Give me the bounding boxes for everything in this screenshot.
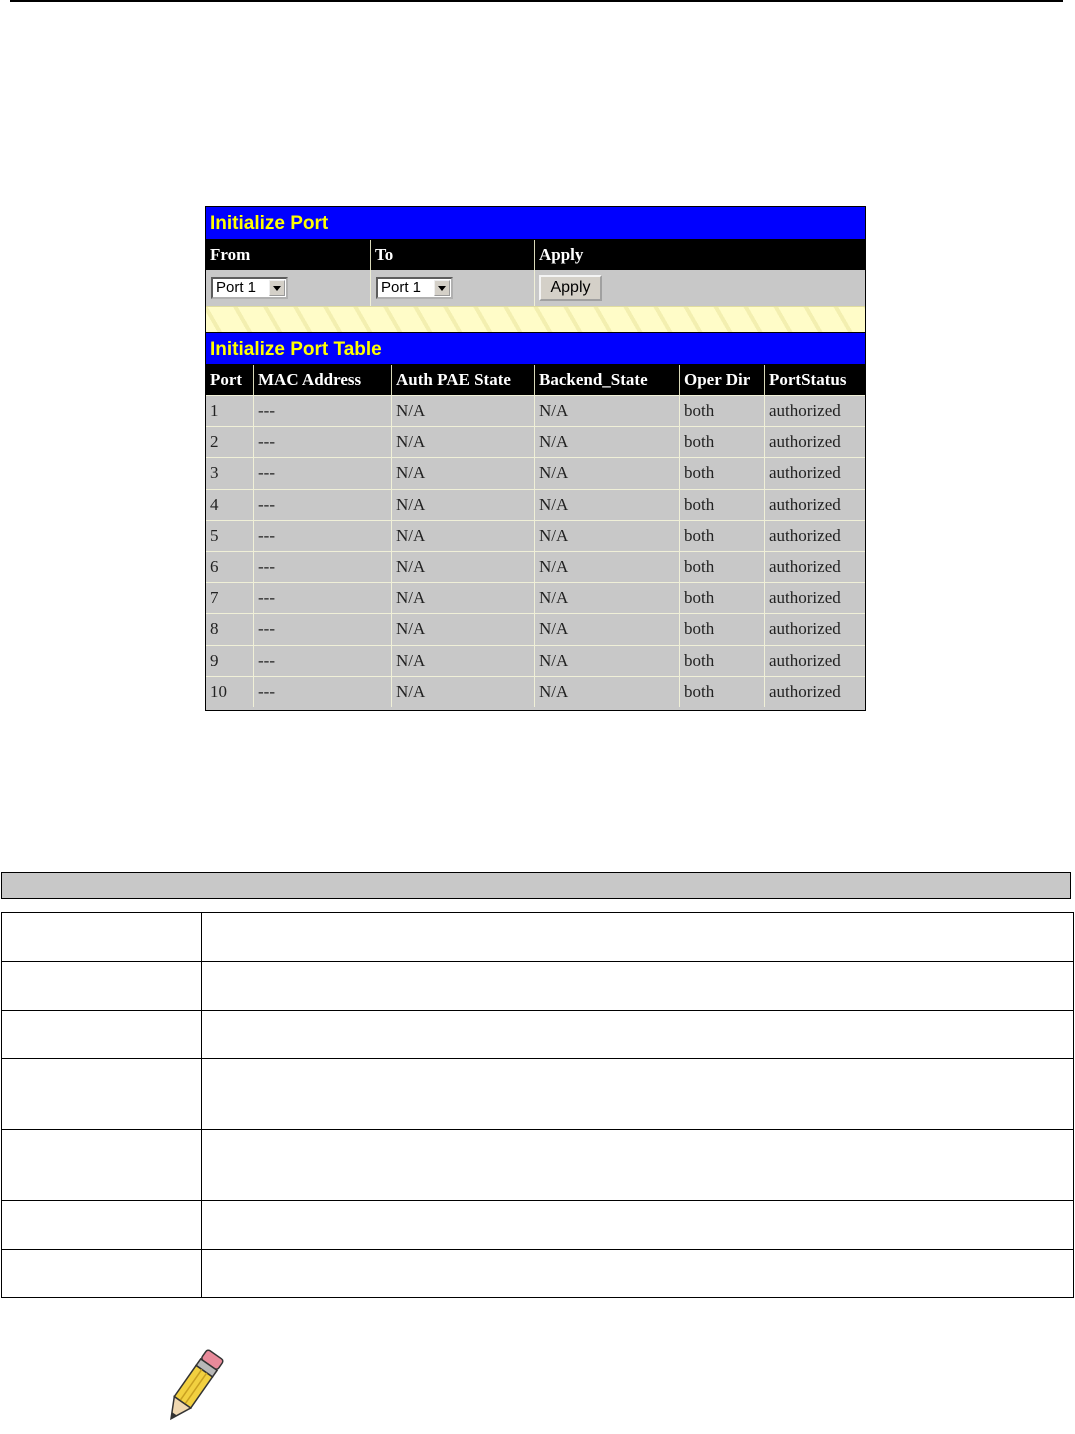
from-cell <box>206 270 371 306</box>
port-cell: 2 <box>206 427 254 457</box>
oper-dir-cell: both <box>680 677 765 707</box>
to-header: To <box>371 240 535 270</box>
auth-pae-state-cell: N/A <box>392 614 535 644</box>
port-cell: 1 <box>206 396 254 426</box>
description-row <box>2 1130 1074 1201</box>
port-status-cell: authorized <box>769 432 841 452</box>
description-row <box>2 1201 1074 1250</box>
apply-button[interactable]: Apply <box>539 275 602 301</box>
apply-cell <box>535 270 865 306</box>
table-row <box>206 520 865 551</box>
to-port-select-value: Port 1 <box>381 279 422 296</box>
table-row <box>206 645 865 676</box>
auth-pae-state-cell: N/A <box>392 490 535 520</box>
auth-pae-state-cell: N/A <box>392 427 535 457</box>
backend-state-cell: N/A <box>535 521 680 551</box>
oper-dir-cell: both <box>680 552 765 582</box>
table-row <box>206 582 865 613</box>
col-port-header: Port <box>206 365 254 395</box>
col-oper-dir-header: Oper Dir <box>680 365 765 395</box>
initialize-port-title: Initialize Port <box>206 207 865 240</box>
port-status-cell: authorized <box>769 494 841 514</box>
oper-dir-cell: both <box>680 396 765 426</box>
table-row <box>206 676 865 707</box>
mac-address-cell: --- <box>254 521 392 551</box>
backend-state-cell: N/A <box>535 490 680 520</box>
to-port-select[interactable] <box>376 277 453 299</box>
to-cell <box>371 270 535 306</box>
port-status-cell: authorized <box>769 650 841 670</box>
description-table <box>1 912 1074 1298</box>
table-row <box>206 457 865 488</box>
table-body <box>206 395 865 707</box>
oper-dir-cell: both <box>680 614 765 644</box>
table-header-row <box>206 365 865 395</box>
description-table-header <box>1 872 1071 899</box>
port-status-cell: authorized <box>769 619 841 639</box>
description-row <box>2 962 1074 1011</box>
mac-address-cell: --- <box>254 490 392 520</box>
backend-state-cell: N/A <box>535 677 680 707</box>
backend-state-cell: N/A <box>535 583 680 613</box>
top-rule <box>10 0 1063 2</box>
chevron-down-icon[interactable] <box>269 280 285 296</box>
apply-header: Apply <box>539 245 584 264</box>
table-row <box>206 395 865 426</box>
from-port-select-value: Port 1 <box>216 279 257 296</box>
oper-dir-cell: both <box>680 646 765 676</box>
table-row <box>206 489 865 520</box>
description-row <box>2 913 1074 962</box>
port-status-cell: authorized <box>769 463 841 483</box>
table-row <box>206 426 865 457</box>
auth-pae-state-cell: N/A <box>392 521 535 551</box>
chevron-down-icon[interactable] <box>434 280 450 296</box>
port-cell: 10 <box>206 677 254 707</box>
port-cell: 9 <box>206 646 254 676</box>
backend-state-cell: N/A <box>535 396 680 426</box>
oper-dir-cell: both <box>680 458 765 488</box>
auth-pae-state-cell: N/A <box>392 552 535 582</box>
initialize-port-form-row <box>206 270 865 306</box>
mac-address-cell: --- <box>254 677 392 707</box>
table-row <box>206 613 865 644</box>
port-cell: 6 <box>206 552 254 582</box>
port-cell: 4 <box>206 490 254 520</box>
from-header: From <box>206 240 371 270</box>
port-status-cell: authorized <box>769 556 841 576</box>
mac-address-cell: --- <box>254 583 392 613</box>
mac-address-cell: --- <box>254 614 392 644</box>
auth-pae-state-cell: N/A <box>392 583 535 613</box>
auth-pae-state-cell: N/A <box>392 677 535 707</box>
mac-address-cell: --- <box>254 427 392 457</box>
backend-state-cell: N/A <box>535 552 680 582</box>
description-row <box>2 1059 1074 1130</box>
backend-state-cell: N/A <box>535 458 680 488</box>
oper-dir-cell: both <box>680 583 765 613</box>
decorative-band <box>206 306 865 332</box>
oper-dir-cell: both <box>680 427 765 457</box>
initialize-port-header-row <box>206 240 865 270</box>
initialize-port-table-title: Initialize Port Table <box>206 332 865 365</box>
port-status-cell: authorized <box>769 681 841 701</box>
pencil-note-icon <box>155 1345 230 1430</box>
mac-address-cell: --- <box>254 458 392 488</box>
backend-state-cell: N/A <box>535 427 680 457</box>
description-row <box>2 1250 1074 1298</box>
backend-state-cell: N/A <box>535 614 680 644</box>
auth-pae-state-cell: N/A <box>392 646 535 676</box>
col-port-status-header: PortStatus <box>769 370 847 389</box>
table-row <box>206 551 865 582</box>
port-cell: 3 <box>206 458 254 488</box>
description-row <box>2 1011 1074 1059</box>
port-status-cell: authorized <box>769 401 841 420</box>
auth-pae-state-cell: N/A <box>392 396 535 426</box>
oper-dir-cell: both <box>680 521 765 551</box>
port-cell: 7 <box>206 583 254 613</box>
oper-dir-cell: both <box>680 490 765 520</box>
port-cell: 5 <box>206 521 254 551</box>
col-backend-header: Backend_State <box>535 365 680 395</box>
port-cell: 8 <box>206 614 254 644</box>
mac-address-cell: --- <box>254 396 392 426</box>
col-mac-header: MAC Address <box>254 365 392 395</box>
port-status-cell: authorized <box>769 525 841 545</box>
port-status-cell: authorized <box>769 588 841 608</box>
mac-address-cell: --- <box>254 552 392 582</box>
from-port-select[interactable] <box>211 277 288 299</box>
backend-state-cell: N/A <box>535 646 680 676</box>
auth-pae-state-cell: N/A <box>392 458 535 488</box>
mac-address-cell: --- <box>254 646 392 676</box>
initialize-port-panel <box>205 206 866 711</box>
col-auth-pae-header: Auth PAE State <box>392 365 535 395</box>
